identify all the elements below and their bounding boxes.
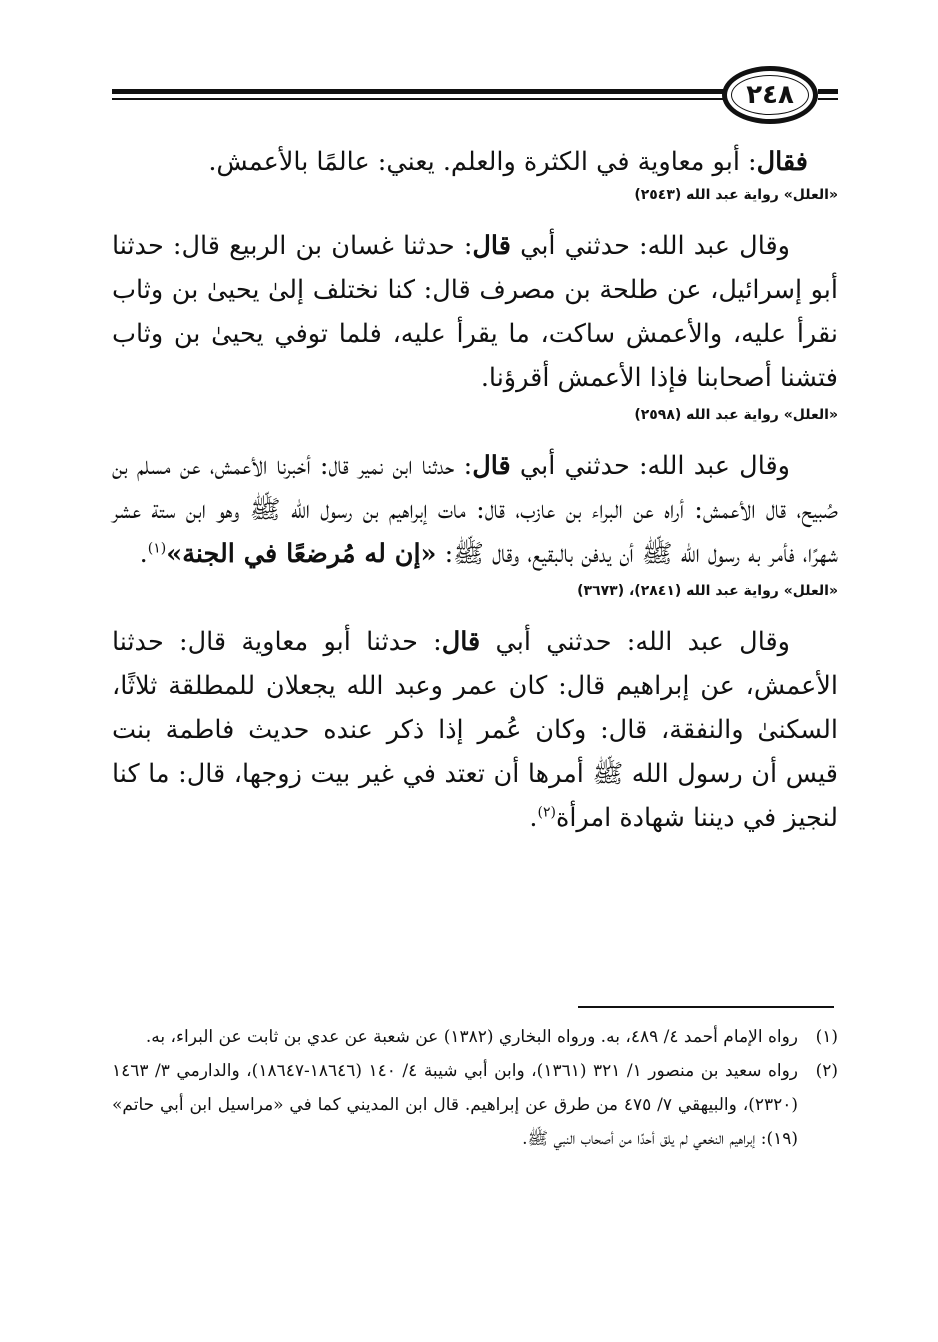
paragraph-lead: وقال عبد الله: حدثني أبي [510, 231, 790, 261]
keyword-qal: قال [441, 627, 481, 657]
keyword-qal: فقال [756, 147, 808, 177]
source-citation-3: «العلل» رواية عبد الله (٢٨٤١)، (٣٦٧٣) [577, 583, 838, 599]
footnote-1 [112, 1020, 838, 1054]
paragraph-end: . [139, 539, 148, 569]
footnote-ref-2[interactable]: (٢) [537, 804, 556, 821]
paragraph-text: : حدثنا أبو معاوية قال: حدثنا الأعمش، عن إبراهيم قال: كان عمر وعبد الله يجعلان للمطلقة ثلاثًا، السكنىٰ والنفقة، قال: وكان عُمر إذا ذكر عنده حديث فاطمة بنت قيس أن رسول الله ﷺ أمرها أن تعتد في غير بيت زوجها، قال: ما كنا لنجيز في ديننا شهادة امرأة [112, 627, 838, 833]
paragraph-1 [112, 140, 838, 184]
footnote-text: رواه سعيد بن منصور ١/ ٣٢١ (١٣٦١)، وابن أبي شيبة ٤/ ١٤٠ (١٨٦٤٦-١٨٦٤٧)، والدارمي ٣/ ١٤٦٣ (٢٣٢٠)، والبيهقي ٧/ ٤٧٥ من طرق عن إبراهيم. قال ابن المديني كما في «مراسيل ابن أبي حاتم» (١٩): إبراهيم النخعي لم يلق أحدًا من أصحاب النبي ﷺ. [112, 1061, 799, 1149]
hadith-quote: «إن له مُرضعًا في الجنة» [166, 539, 437, 569]
body-text [112, 140, 838, 840]
footnote-number: (٢) [815, 1061, 838, 1081]
paragraph-2 [112, 224, 838, 400]
header-rule-stub-thin [818, 98, 838, 100]
paragraph-text: : حدثنا غسان بن الربيع قال: حدثنا أبو إسرائيل، عن طلحة بن مصرف قال: كنا نختلف إلىٰ يحيىٰ بن وثاب نقرأ عليه، والأعمش ساكت، ما يقرأ عليه، فلما توفي يحيىٰ بن وثاب فتشنا أصحابنا فإذا الأعمش أقرؤنا. [112, 231, 838, 393]
paragraph-lead: وقال عبد الله: حدثني أبي [480, 627, 790, 657]
keyword-qal: قال [472, 451, 511, 481]
footnote-2 [112, 1054, 838, 1156]
paragraph-end: . [529, 803, 538, 833]
source-citation-1: «العلل» رواية عبد الله (٢٥٤٣) [634, 187, 838, 203]
footnote-separator [578, 1006, 834, 1008]
footnotes [112, 1020, 838, 1156]
paragraph-4 [112, 620, 838, 840]
paragraph-lead: وقال عبد الله: حدثني أبي [510, 451, 790, 481]
header-rule-stub-thick [818, 89, 838, 94]
paragraph-3 [112, 444, 838, 576]
paragraph-text: : أبو معاوية في الكثرة والعلم. يعني: عالمًا بالأعمش. [208, 147, 757, 177]
footnote-ref-1[interactable]: (١) [147, 540, 167, 557]
footnote-number: (١) [815, 1027, 838, 1047]
header-rule-thick [112, 89, 724, 94]
paragraph-text: : حدثنا ابن نمير قال: أخبرنا الأعمش، عن مسلم بن صُبيح، قال الأعمش: أراه عن البراء بن عازب، قال: مات إبراهيم بن رسول الله ﷺ وهو ابن ستة عشر شهرًا، فأمر به رسول الله ﷺ أن يدفن بالبقيع، وقال ﷺ: [112, 451, 838, 569]
source-citation-2: «العلل» رواية عبد الله (٢٥٩٨) [634, 407, 838, 423]
page-number-badge [722, 66, 818, 124]
page-number: ٢٤٨ [746, 80, 794, 110]
footnote-text: رواه الإمام أحمد ٤/ ٤٨٩، به. ورواه البخاري (١٣٨٢) عن شعبة عن عدي بن ثابت عن البراء، به. [145, 1027, 798, 1047]
keyword-qal: قال [472, 231, 511, 261]
header-rule-thin [112, 98, 724, 100]
